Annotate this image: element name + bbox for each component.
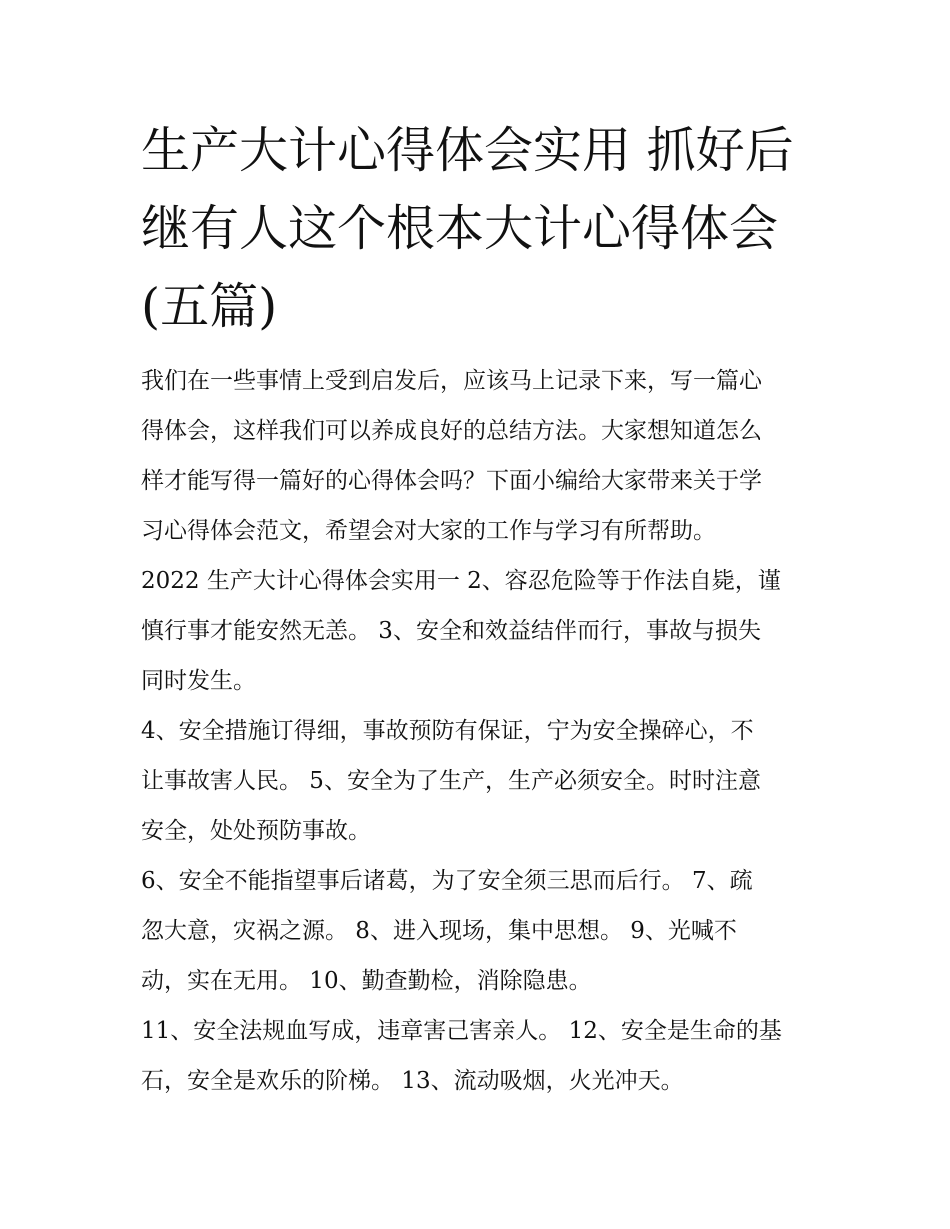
- text-line: 让事故害人民。 5、安全为了生产，生产必须安全。时时注意: [141, 768, 761, 794]
- text-line: 同时发生。: [141, 668, 256, 694]
- text-line: 11、安全法规血写成，违章害己害亲人。 12、安全是生命的基: [141, 1018, 782, 1044]
- title-line: 继有人这个根本大计心得体会: [141, 200, 779, 257]
- text-line: 得体会，这样我们可以养成良好的总结方法。大家想知道怎么: [141, 418, 762, 444]
- text-line: 样才能写得一篇好的心得体会吗？下面小编给大家带来关于学: [141, 468, 762, 494]
- title-line: 生产大计心得体会实用 抓好后: [141, 122, 794, 179]
- text-line: 石，安全是欢乐的阶梯。 13、流动吸烟，火光冲天。: [141, 1068, 684, 1094]
- paragraph-1: [141, 556, 821, 706]
- text-line: 忽大意，灾祸之源。 8、进入现场，集中思想。 9、光喊不: [141, 918, 737, 944]
- paragraph-4: [141, 1006, 821, 1106]
- title-line: (五篇): [141, 278, 278, 335]
- text-line: 动，实在无用。 10、勤查勤检，消除隐患。: [141, 968, 592, 994]
- text-line: 慎行事才能安然无恙。 3、安全和效益结伴而行，事故与损失: [141, 618, 761, 644]
- text-line: 6、安全不能指望事后诸葛，为了安全须三思而后行。 7、疏: [141, 868, 753, 894]
- text-line: 4、安全措施订得细，事故预防有保证，宁为安全操碎心，不: [141, 718, 754, 744]
- text-line: 安全，处处预防事故。: [141, 818, 371, 844]
- document-title: [141, 112, 821, 346]
- text-line: 我们在一些事情上受到启发后，应该马上记录下来，写一篇心: [141, 368, 762, 394]
- paragraph-intro: [141, 356, 821, 556]
- text-line: 习心得体会范文，希望会对大家的工作与学习有所帮助。: [141, 518, 716, 544]
- paragraph-3: [141, 856, 821, 1006]
- document-body: [141, 356, 821, 1106]
- paragraph-2: [141, 706, 821, 856]
- text-line: 2022 生产大计心得体会实用一 2、容忍危险等于作法自毙，谨: [141, 568, 781, 594]
